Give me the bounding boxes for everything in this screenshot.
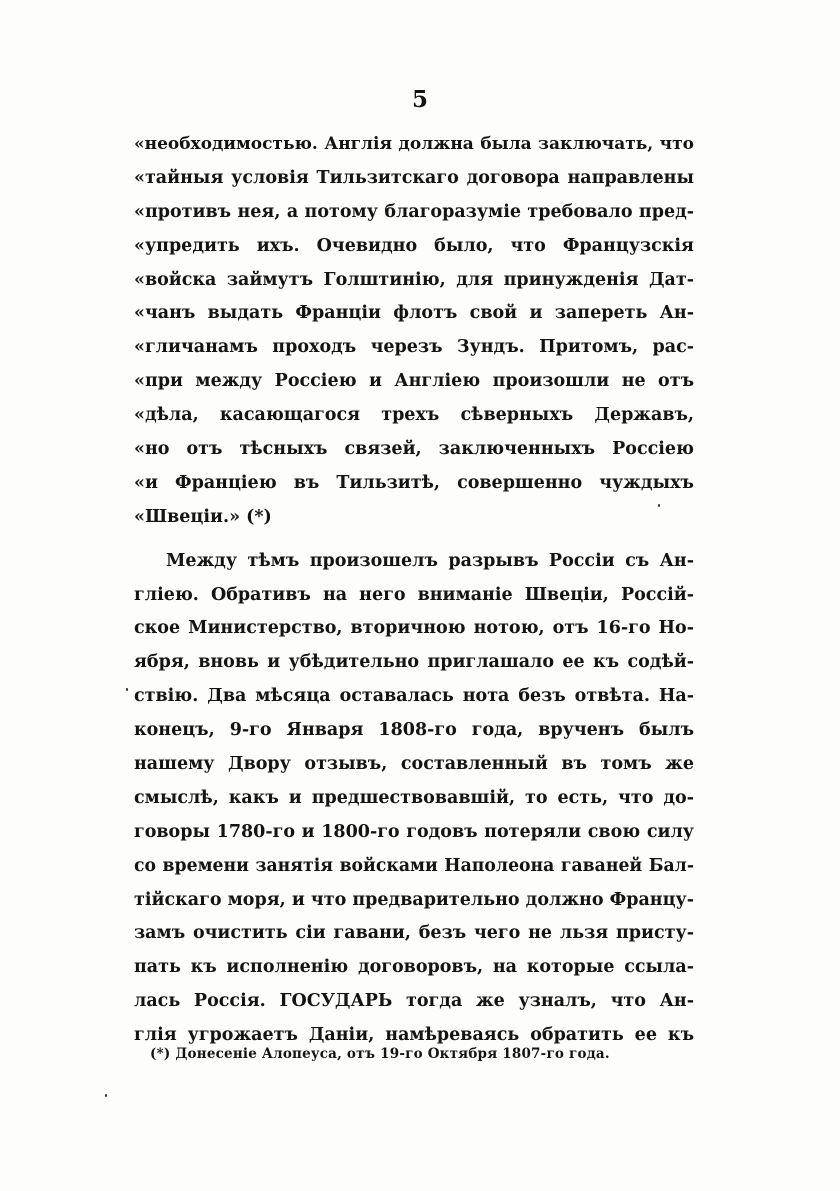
- text-line: «дѣла, касающагося трехъ сѣверныхъ Державъ,: [134, 405, 694, 426]
- ink-speck: [105, 1094, 107, 1097]
- ink-speck: [126, 688, 128, 691]
- text-line: нашему Двору отзывъ, составленный въ томъ же: [134, 754, 694, 775]
- text-line: «гличанамъ проходъ черезъ Зундъ. Притомъ, рас-: [134, 337, 694, 358]
- page-number: 5: [411, 86, 428, 113]
- text-line: лась Россія. ГОСУДАРЬ тогда же узналъ, что Ан-: [134, 991, 694, 1012]
- text-line: «но отъ тѣсныхъ связей, заключенныхъ Россіею: [134, 439, 694, 460]
- text-line: глія угрожаетъ Даніи, намѣреваясь обратить ее къ: [134, 1025, 694, 1046]
- paragraph-gap: [134, 535, 694, 545]
- body-text: [134, 128, 694, 1053]
- paragraph-2: [134, 545, 694, 1053]
- text-line: гліею. Обративъ на него вниманіе Швеціи, Россій-: [134, 584, 694, 605]
- text-line: «тайныя условія Тильзитскаго договора направлены: [134, 167, 694, 188]
- ink-speck: [658, 504, 660, 507]
- text-line: тійскаго моря, и что предварительно должно Францу-: [134, 889, 694, 910]
- text-line: «и Франціею въ Тильзитѣ, совершенно чуждыхъ: [134, 472, 694, 493]
- text-line: ября, вновь и убѣдительно приглашало ее къ содѣй-: [134, 652, 694, 673]
- text-line: ское Министерство, вторичною нотою, отъ 16-го Но-: [134, 618, 694, 639]
- text-line: смыслѣ, какъ и предшествовавшій, то есть, что до-: [134, 787, 694, 808]
- text-line: «Швеціи.» (*): [134, 506, 272, 527]
- footnote: (*) Донесеніе Алопеуса, отъ 19-го Октября 1807-го года.: [150, 1046, 610, 1062]
- text-line: «упредить ихъ. Очевидно было, что Французскія: [134, 235, 694, 256]
- text-line: ствію. Два мѣсяца оставалась нота безъ отвѣта. На-: [134, 686, 694, 707]
- text-line: пать къ исполненію договоровъ, на которые ссыла-: [134, 957, 694, 978]
- text-line: Между тѣмъ произошелъ разрывъ Россіи съ Ан-: [166, 550, 694, 571]
- text-line: «чанъ выдать Франціи флотъ свой и запереть Ан-: [134, 303, 694, 324]
- text-line: конецъ, 9-го Января 1808-го года, врученъ былъ: [134, 720, 694, 741]
- paragraph-1: [134, 128, 694, 535]
- text-line: со времени занятія войсками Наполеона гаваней Бал-: [134, 855, 694, 876]
- text-line: говоры 1780-го и 1800-го годовъ потеряли свою силу: [134, 821, 694, 842]
- text-line: «при между Россіею и Англіею произошли не отъ: [134, 371, 694, 392]
- text-line: замъ очистить сіи гавани, безъ чего не льзя присту-: [134, 923, 694, 944]
- text-line: «противъ нея, а потому благоразуміе требовало пред-: [134, 201, 694, 222]
- text-line: «необходимостью. Англія должна была заключать, что: [134, 134, 694, 154]
- text-line: «войска займутъ Голштинію, для принужденія Дат-: [134, 269, 694, 290]
